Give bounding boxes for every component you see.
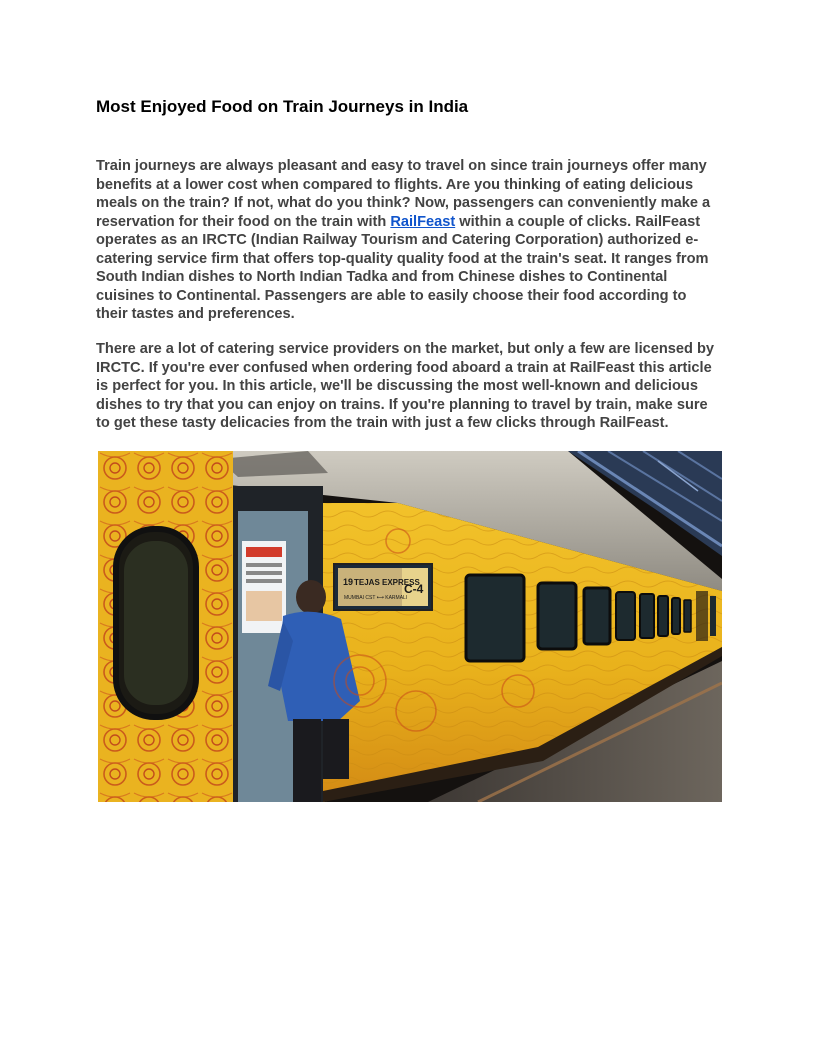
board-train-name: TEJAS EXPRESS	[354, 578, 420, 587]
intro-paragraph	[96, 157, 722, 324]
second-paragraph: There are a lot of catering service providers on the market, but only a few are licensed by IRCTC. If you're ever confused when ordering food aboard a train at RailFeast this article is perfect for you. In this article, we'll be discussing the most well-known and delicious dishes to try that you can enjoy on trains. If you're planning to travel by train, make sure to get these tasty delicacies from the train with just a few clicks through RailFeast.	[96, 341, 715, 431]
article-title: Most Enjoyed Food on Train Journeys in India	[96, 97, 469, 116]
railfeast-link[interactable]: RailFeast	[390, 213, 456, 230]
board-number: 19	[343, 577, 354, 587]
destination-board	[334, 564, 432, 610]
board-route: MUMBAI CST ⟷ KARMALI	[344, 595, 408, 601]
intro-text-after-link: within a couple of clicks. RailFeast operates as an IRCTC (Indian Railway Tourism and Catering Corporation) authorized e-catering service firm that offers top-quality quality food at the train's seat. It ranges from South Indian dishes to North Indian Tadka and from Chinese dishes to Continental cuisines to Continental. Passengers are able to easily choose their food according to their tastes and preferences.	[96, 213, 709, 322]
intro-text-before-link: Train journeys are always pleasant and easy to travel on since train journeys offer many benefits at a lower cost when compared to flights. Are you thinking of eating delicious meals on the train? If not, what do you think? Now, passengers can conveniently make a reservation for their food on the train with	[96, 158, 711, 230]
coach-number: C-4	[404, 582, 424, 596]
train-photo	[98, 451, 722, 802]
